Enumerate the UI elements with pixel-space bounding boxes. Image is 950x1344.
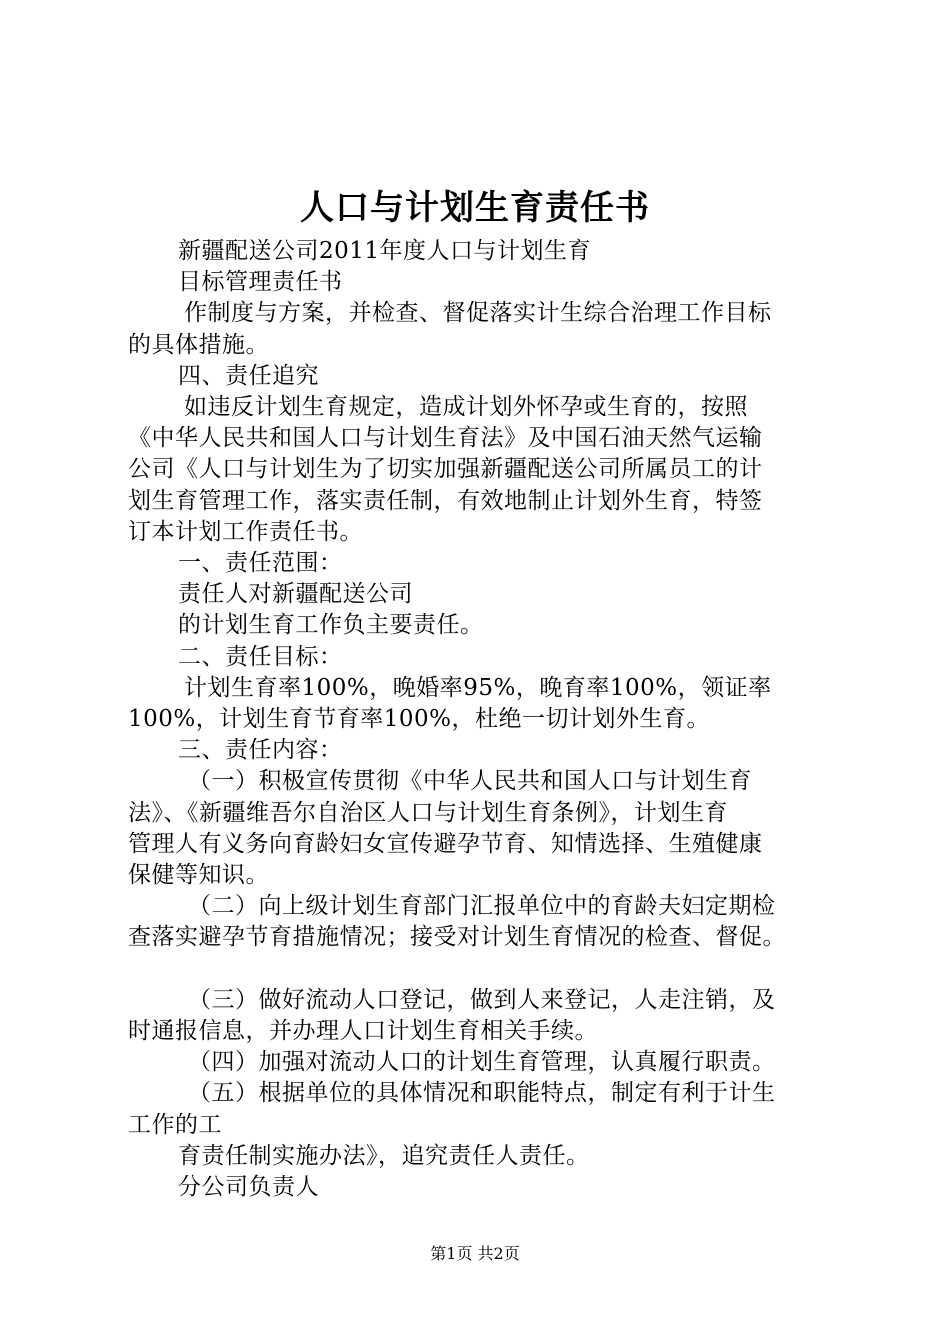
- paragraph-line: 的计划生育工作负主要责任。: [178, 612, 484, 639]
- paragraph-line: 查落实避孕节育措施情况；接受对计划生育情况的检查、督促。: [128, 924, 786, 951]
- section-heading: 二、责任目标：: [178, 643, 343, 670]
- paragraph-line: 100%，计划生育节育率100%，杜绝一切计划外生育。: [128, 706, 711, 733]
- paragraph-line: 计划生育率100%，晚婚率95%，晚育率100%，领证率: [184, 674, 772, 701]
- paragraph-line: 《中华人民共和国人口与计划生育法》及中国石油天然气运输: [128, 425, 763, 452]
- blank-line: [128, 954, 848, 985]
- paragraph-line: 如违反计划生育规定，造成计划外怀孕或生育的，按照: [184, 394, 748, 421]
- paragraph-line: 育责任制实施办法》，追究责任人责任。: [178, 1142, 590, 1169]
- paragraph-line: 公司《人口与计划生为了切实加强新疆配送公司所属员工的计: [128, 456, 763, 483]
- paragraph-line: 订本计划工作责任书。: [128, 518, 363, 545]
- document-body: [128, 236, 848, 1203]
- paragraph-line: 的具体措施。: [128, 331, 269, 358]
- paragraph-line: 划生育管理工作，落实责任制，有效地制止计划外生育，特签: [128, 487, 763, 514]
- paragraph-line: 保健等知识。: [128, 862, 269, 889]
- page-number: 第1页 共2页: [430, 1244, 520, 1263]
- paragraph-line: （四）加强对流动人口的计划生育管理，认真履行职责。: [188, 1049, 776, 1076]
- paragraph-line: （三）做好流动人口登记，做到人来登记，人走注销，及: [188, 986, 776, 1013]
- document-title: 人口与计划生育责任书: [300, 188, 650, 228]
- paragraph-line: 目标管理责任书: [178, 269, 343, 296]
- section-heading: 一、责任范围：: [178, 550, 343, 577]
- paragraph-line: 责任人对新疆配送公司: [178, 581, 413, 608]
- section-heading: 三、责任内容：: [178, 737, 343, 764]
- paragraph-line: 法》、《新疆维吾尔自治区人口与计划生育条例》，计划生育: [128, 799, 728, 826]
- paragraph-line: （一）积极宣传贯彻《中华人民共和国人口与计划生育: [188, 768, 752, 795]
- section-heading: 四、责任追究: [178, 362, 319, 389]
- signature-line: 分公司负责人: [178, 1174, 319, 1201]
- paragraph-line: 时通报信息，并办理人口计划生育相关手续。: [128, 1018, 598, 1045]
- paragraph-line: （二）向上级计划生育部门汇报单位中的育龄夫妇定期检: [188, 893, 776, 920]
- paragraph-line: 管理人有义务向育龄妇女宣传避孕节育、知情选择、生殖健康: [128, 830, 763, 857]
- paragraph-line: （五）根据单位的具体情况和职能特点，制定有利于计生: [188, 1080, 776, 1107]
- paragraph-line: 工作的工: [128, 1111, 222, 1138]
- paragraph-line: 作制度与方案，并检查、督促落实计生综合治理工作目标: [184, 300, 772, 327]
- paragraph-line: 新疆配送公司2011年度人口与计划生育: [178, 238, 592, 264]
